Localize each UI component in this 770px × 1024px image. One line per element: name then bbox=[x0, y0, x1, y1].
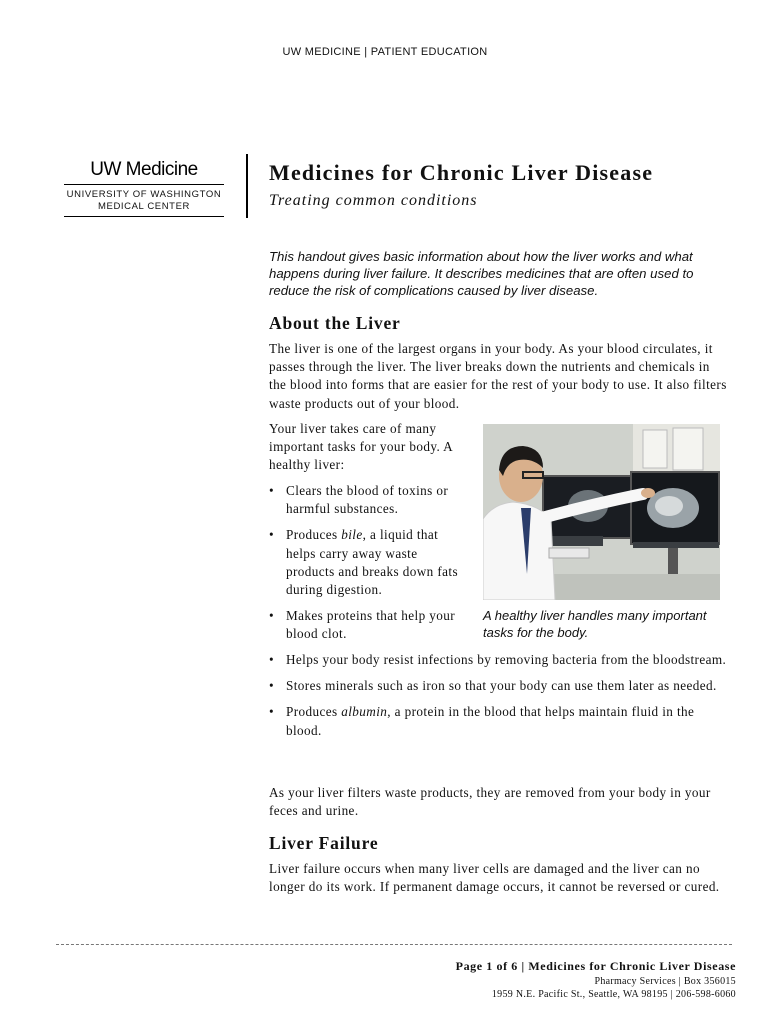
photo-illustration bbox=[483, 424, 720, 600]
list-item: • Clears the blood of toxins or harmful substances. bbox=[269, 483, 449, 517]
document-subtitle: Treating common conditions bbox=[269, 192, 478, 209]
footer-department: Pharmacy Services | Box 356015 bbox=[594, 976, 736, 987]
photo-caption: A healthy liver handles many important tasks for the body. bbox=[483, 608, 707, 640]
title-divider bbox=[246, 154, 248, 218]
healthy-liver-list-narrow bbox=[269, 482, 469, 652]
bullet-icon: • bbox=[269, 608, 275, 624]
section-heading-about-liver: About the Liver bbox=[269, 313, 401, 333]
liver-failure-paragraph: Liver failure occurs when many liver cells are damaged and the liver can no longer do its work. If permanent damage occurs, it cannot be reversed or cured. bbox=[269, 861, 720, 895]
footer-divider bbox=[56, 944, 732, 945]
doctor-viewing-scan-photo bbox=[483, 424, 720, 600]
list-item: • Helps your body resist infections by removing bacteria from the bloodstream. bbox=[269, 651, 729, 669]
healthy-liver-intro: Your liver takes care of many important tasks for your body. A healthy liver: bbox=[269, 421, 453, 473]
term-albumin: albumin bbox=[341, 704, 388, 720]
intro-paragraph: This handout gives basic information about how the liver works and what happens during liver failure. It describes medicines that are often used to reduce the risk of complications caused by liver disease. bbox=[269, 249, 694, 298]
uw-medicine-logo bbox=[64, 160, 224, 217]
document-title: Medicines for Chronic Liver Disease bbox=[269, 160, 654, 185]
list-item: • Produces bile, a liquid that helps carry away waste products and breaks down fats during digestion. bbox=[269, 527, 459, 598]
document-header-label: UW MEDICINE | PATIENT EDUCATION bbox=[282, 46, 488, 58]
term-bile: bile bbox=[341, 527, 363, 543]
section-heading-liver-failure: Liver Failure bbox=[269, 833, 379, 853]
bullet-icon: • bbox=[269, 527, 275, 543]
logo-subtitle bbox=[64, 185, 224, 217]
list-item: • Makes proteins that help your blood clot. bbox=[269, 608, 456, 642]
footer-address: 1959 N.E. Pacific St., Seattle, WA 98195 | 206-598-6060 bbox=[491, 989, 736, 1000]
list-item: • Produces albumin, a protein in the blood that helps maintain fluid in the blood. bbox=[269, 704, 695, 738]
waste-removal-paragraph: As your liver filters waste products, they are removed from your body in your feces and urine. bbox=[269, 785, 711, 819]
bullet-icon: • bbox=[269, 678, 275, 694]
logo-subtitle-line2: MEDICAL CENTER bbox=[98, 201, 190, 212]
about-liver-paragraph: The liver is one of the largest organs in your body. As your blood circulates, it passes through the liver. The liver breaks down the nutrients and chemicals in the blood into forms that are easier for the rest of your body to use. It also filters waste products out of your blood. bbox=[269, 341, 727, 411]
logo-subtitle-line1: UNIVERSITY OF WASHINGTON bbox=[66, 189, 222, 200]
bullet-icon: • bbox=[269, 704, 275, 720]
bullet-icon: • bbox=[269, 652, 275, 667]
list-item: • Stores minerals such as iron so that your body can use them later as needed. bbox=[269, 677, 729, 695]
bullet-icon: • bbox=[269, 483, 275, 498]
healthy-liver-list-wide bbox=[269, 651, 729, 748]
footer-page-title: Page 1 of 6 | Medicines for Chronic Liver Disease bbox=[455, 959, 736, 973]
logo-wordmark: UW Medicine bbox=[64, 160, 224, 185]
